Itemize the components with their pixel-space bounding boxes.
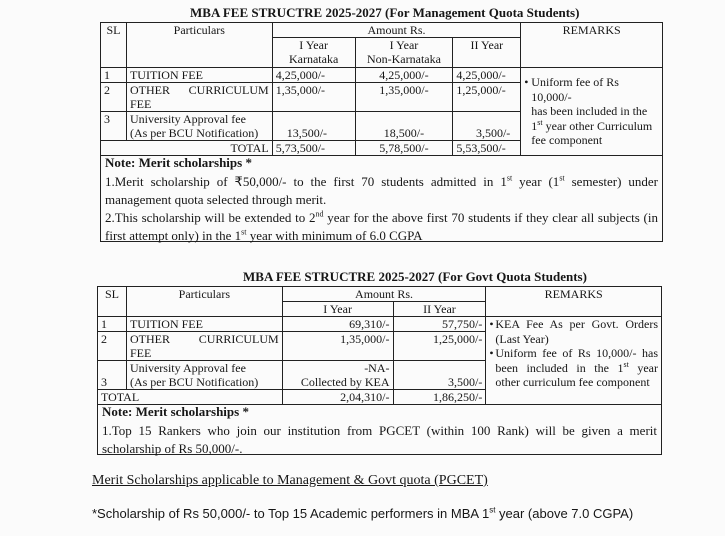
- row-particular: TUITION FEE: [126, 68, 272, 83]
- row-y2: 3,500/-: [393, 361, 486, 390]
- mgmt-remarks: • Uniform fee of Rs 10,000/- has been included in the 1st year other Curriculum fee component: [521, 68, 663, 156]
- header-particulars: Particulars: [126, 287, 282, 317]
- note-heading: Note: Merit scholarships *: [105, 155, 252, 170]
- total-y1k: 5,73,500/-: [272, 141, 355, 156]
- row-y2: 1,25,000/-: [453, 83, 521, 112]
- total-y2: 5,53,500/-: [453, 141, 521, 156]
- total-y2: 1,86,250/-: [393, 390, 486, 405]
- table-row: [101, 68, 663, 83]
- govt-title: MBA FEE STRUCTRE 2025-2027 (For Govt Quota Students): [243, 269, 587, 284]
- header-year1-non-karnataka: I Year Non-Karnataka: [355, 38, 453, 68]
- bullet-icon: •: [489, 346, 494, 360]
- row-y2: 4,25,000/-: [453, 68, 521, 83]
- mgmt-note: [100, 152, 663, 242]
- header-year2: II Year: [393, 302, 486, 317]
- row-sl: 3: [101, 112, 127, 141]
- total-label: TOTAL: [98, 390, 283, 405]
- pgcet-heading: Merit Scholarships applicable to Management & Govt quota (PGCET): [92, 473, 488, 488]
- row-sl: 2: [101, 83, 127, 112]
- table-row: [98, 317, 662, 332]
- row-y1k: 1,35,000/-: [272, 83, 355, 112]
- row-particular: University Approval fee (As per BCU Notification): [126, 361, 282, 390]
- row-y2: 57,750/-: [393, 317, 486, 332]
- header-remarks: REMARKS: [486, 287, 662, 317]
- pgcet-line: *Scholarship of Rs 50,000/- to Top 15 Academic performers in MBA 1st year (above 7.0 CGPA): [92, 505, 634, 521]
- note-paragraph: 1.Merit scholarship of ₹50,000/- to the first 70 students admitted in 1st year (1st semester) under management quota selected through merit.: [105, 173, 658, 207]
- row-y1k: 13,500/-: [272, 112, 355, 141]
- header-year2: II Year: [453, 38, 521, 68]
- header-sl: SL: [98, 287, 127, 317]
- header-amount: Amount Rs.: [272, 23, 521, 38]
- bullet-icon: •: [524, 75, 529, 90]
- row-particular: University Approval fee (As per BCU Notification): [126, 112, 272, 141]
- row-y1n: 18,500/-: [355, 112, 453, 141]
- row-sl: 3: [98, 361, 127, 390]
- total-y1: 2,04,310/-: [282, 390, 393, 405]
- header-amount: Amount Rs.: [282, 287, 486, 302]
- row-y1k: 4,25,000/-: [272, 68, 355, 83]
- row-y1n: 4,25,000/-: [355, 68, 453, 83]
- row-y1n: 1,35,000/-: [355, 83, 453, 112]
- row-y1: -NA- Collected by KEA: [282, 361, 393, 390]
- note-paragraph: 1.Top 15 Rankers who join our institution from PGCET (within 100 Rank) will be given a merit scholarship of Rs 50,000/-.: [102, 423, 657, 456]
- row-sl: 1: [101, 68, 127, 83]
- row-y2: 1,25,000/-: [393, 332, 486, 361]
- govt-note: [97, 401, 662, 455]
- header-year1-karnataka: I Year Karnataka: [272, 38, 355, 68]
- row-sl: 1: [98, 317, 127, 332]
- govt-remarks: • KEA Fee As per Govt. Orders (Last Year) • Uniform fee of Rs 10,000/- has been included in the 1st year other curriculum fee component: [486, 317, 662, 405]
- row-particular: OTHER CURRICULUM FEE: [126, 83, 272, 112]
- header-year1: I Year: [282, 302, 393, 317]
- row-particular: OTHER CURRICULUM FEE: [126, 332, 282, 361]
- header-remarks: REMARKS: [521, 23, 663, 68]
- govt-fee-table: [97, 286, 662, 405]
- total-y1n: 5,78,500/-: [355, 141, 453, 156]
- mgmt-fee-table: [100, 22, 663, 156]
- note-heading: Note: Merit scholarships *: [102, 404, 249, 419]
- row-particular: TUITION FEE: [126, 317, 282, 332]
- note-paragraph: 2.This scholarship will be extended to 2nd year for the above first 70 students if they clear all subjects (in first attempt only) in the 1st year with minimum of 6.0 CGPA: [105, 209, 658, 243]
- row-y2: 3,500/-: [453, 112, 521, 141]
- header-particulars: Particulars: [126, 23, 272, 68]
- header-sl: SL: [101, 23, 127, 68]
- bullet-icon: •: [489, 317, 494, 331]
- mgmt-title: MBA FEE STRUCTRE 2025-2027 (For Management Quota Students): [190, 5, 580, 20]
- row-sl: 2: [98, 332, 127, 361]
- row-y1: 1,35,000/-: [282, 332, 393, 361]
- total-label: TOTAL: [126, 141, 272, 156]
- row-y1: 69,310/-: [282, 317, 393, 332]
